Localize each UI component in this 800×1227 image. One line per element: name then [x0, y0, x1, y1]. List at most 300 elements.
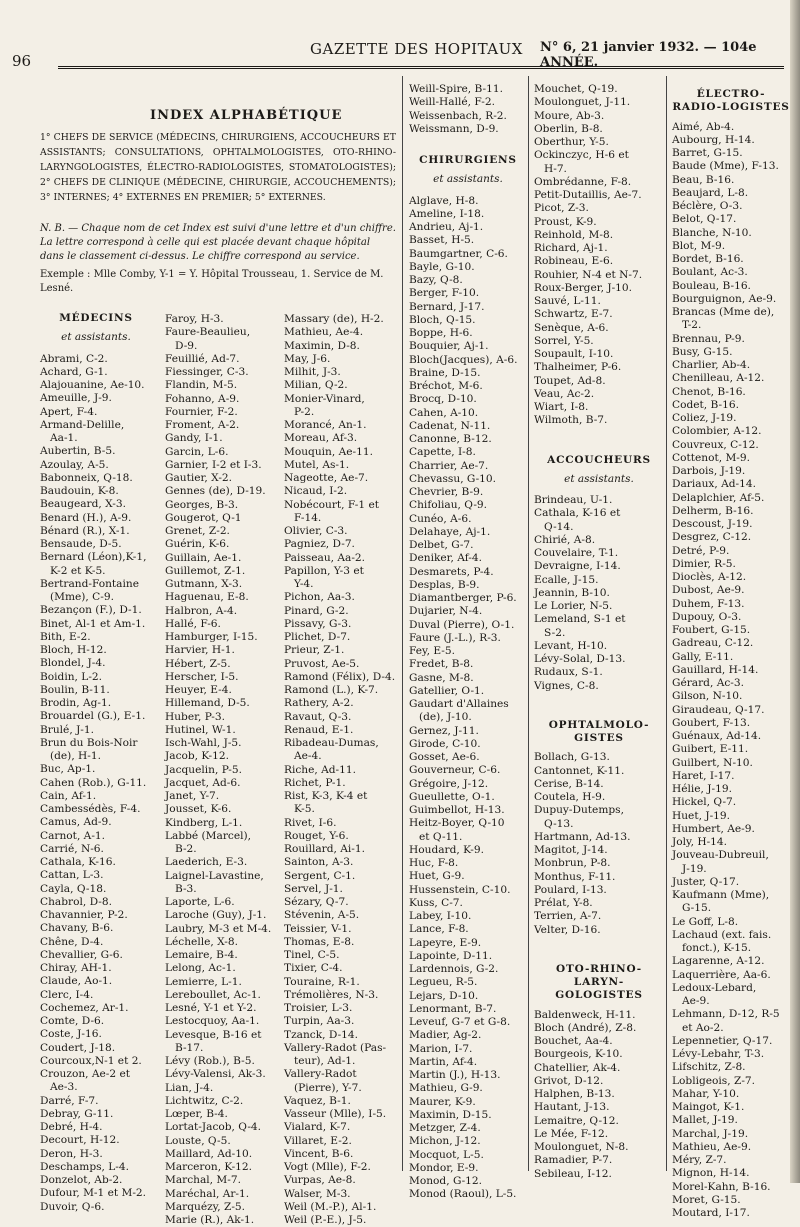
- index-entry: Deniker, Af-4.: [409, 552, 482, 565]
- index-entry: Aimé, Ab-4.: [672, 120, 735, 133]
- index-entry: Mutel, As-1.: [284, 458, 350, 471]
- index-entry: Maingot, K-1.: [672, 1101, 745, 1113]
- index-entry: Beaugeard, X-3.: [40, 498, 126, 511]
- index-entry: Vialard, K-7.: [284, 1121, 351, 1134]
- index-entry: fonct.), K-15.: [682, 942, 752, 954]
- index-entry: Y-4.: [294, 578, 314, 590]
- index-entry: Hébert, Z-5.: [165, 657, 231, 670]
- index-entry: Weill-Hallé, F-2.: [409, 96, 495, 109]
- index-entry: Lortat-Jacob, Q-4.: [165, 1121, 262, 1134]
- index-entry: Basset, H-5.: [409, 234, 475, 247]
- index-entry: Milhit, J-3.: [284, 366, 341, 378]
- index-entry: Lepennetier, Q-17.: [672, 1034, 773, 1047]
- index-entry: Chenot, B-16.: [672, 385, 746, 398]
- index-entry: Comte, D-6.: [40, 1015, 105, 1027]
- column-electro-radiologistes: [672, 88, 790, 1220]
- index-entry: Plichet, D-7.: [284, 631, 351, 643]
- index-entry: Hartmann, Ad-13.: [534, 830, 631, 843]
- index-entry: Desplas, B-9.: [409, 578, 480, 591]
- index-entry: May, J-6.: [284, 352, 331, 365]
- index-entry: Goubert, F-13.: [672, 716, 751, 729]
- index-entry: Ockinczyc, H-6 et: [534, 149, 629, 162]
- index-entry: Aubourg, H-14.: [672, 133, 755, 146]
- index-entry: Lapointe, D-11.: [409, 949, 493, 962]
- index-entry: Rist, K-3, K-4 et: [284, 790, 368, 802]
- index-entry: Dioclès, A-12.: [672, 571, 747, 583]
- index-entry: Heuyer, E-4.: [165, 684, 232, 696]
- page-number: 96: [12, 52, 32, 70]
- index-entry: Faroy, H-3.: [165, 313, 224, 325]
- index-entry: Haguenau, E-8.: [165, 591, 249, 604]
- index-entry: Carrié, N-6.: [40, 842, 104, 855]
- index-entry: Maillard, Ad-10.: [165, 1147, 253, 1160]
- index-entry: D-9.: [175, 339, 198, 352]
- index-entry: Dufour, M-1 et M-2.: [40, 1187, 147, 1200]
- index-entry: Guillain, Ae-1.: [165, 551, 242, 564]
- column-medecins-3: [284, 313, 399, 1227]
- index-entry: Harvier, H-1.: [165, 644, 235, 657]
- index-entry: (de), J-10.: [419, 711, 472, 724]
- entry-list: [409, 195, 527, 1202]
- index-entry: Metzger, Z-4.: [409, 1122, 481, 1134]
- index-entry: Fohanno, A-9.: [165, 392, 240, 405]
- index-entry: Sorrel, Y-5.: [534, 334, 594, 347]
- index-entry: Sergent, C-1.: [284, 869, 356, 882]
- index-entry: Blot, M-9.: [672, 239, 726, 252]
- index-entry: Gutmann, X-3.: [165, 578, 243, 590]
- index-entry: Renaud, E-1.: [284, 723, 354, 736]
- index-entry: Jousset, K-6.: [165, 803, 232, 816]
- index-entry: P-2.: [294, 405, 315, 418]
- index-entry: Debray, G-11.: [40, 1107, 114, 1120]
- index-entry: Michon, J-12.: [409, 1135, 481, 1148]
- column-chirurgiens: [409, 83, 527, 1202]
- index-entry: Bénard (R.), X-1.: [40, 524, 130, 537]
- index-entry: Juster, Q-17.: [672, 875, 740, 888]
- index-entry: Bréchot, M-6.: [409, 380, 483, 392]
- index-entry: Joly, H-14.: [672, 836, 727, 848]
- index-entry: Boulant, Ac-3.: [672, 266, 748, 279]
- index-entry: Bloch, H-12.: [40, 644, 107, 656]
- index-entry: Weil (P.-E.), J-5.: [284, 1214, 367, 1226]
- index-entry: Laroche (Guy), J-1.: [165, 909, 267, 922]
- index-entry: F-14.: [294, 511, 322, 524]
- index-entry: Canonne, B-12.: [409, 433, 492, 445]
- index-entry: Prieur, Z-1.: [284, 644, 345, 657]
- index-entry: Labey, I-10.: [409, 910, 472, 922]
- index-entry: Busy, G-15.: [672, 345, 733, 358]
- index-entry: (Mme), C-9.: [50, 591, 114, 603]
- index-entry: Garnier, I-2 et I-3.: [165, 458, 262, 471]
- index-entry: Senèque, A-6.: [534, 321, 609, 334]
- index-entry: Chiray, AH-1.: [40, 962, 112, 974]
- index-entry: Darré, F-7.: [40, 1094, 99, 1107]
- index-entry: Le Goff, L-8.: [672, 915, 739, 928]
- index-entry: Dujarier, N-4.: [409, 605, 483, 618]
- index-entry: Marquézy, Z-5.: [165, 1200, 246, 1213]
- index-entry: Courcoux,N-1 et 2.: [40, 1054, 142, 1067]
- index-entry: Morancé, An-1.: [284, 419, 367, 431]
- index-entry: Lévy-Solal, D-13.: [534, 653, 626, 665]
- index-entry: Babonneix, Q-18.: [40, 471, 133, 484]
- index-entry: Buc, Ap-1.: [40, 763, 96, 776]
- index-entry: Hautant, J-13.: [534, 1101, 610, 1114]
- index-entry: Richard, Aj-1.: [534, 242, 608, 254]
- index-entry: Kuss, C-7.: [409, 896, 463, 909]
- index-entry: Gosset, Ae-6.: [409, 751, 480, 763]
- index-entry: Gennes (de), D-19.: [165, 485, 266, 498]
- index-entry: Abrami, C-2.: [40, 352, 108, 365]
- index-entry: Ravaut, Q-3.: [284, 710, 352, 723]
- index-entry: Milian, Q-2.: [284, 379, 348, 392]
- index-entry: Faure (J.-L.), R-3.: [409, 631, 501, 644]
- index-entry: Magitot, J-14.: [534, 844, 608, 856]
- index-entry: Beau, B-16.: [672, 173, 735, 186]
- index-entry: teur), Ad-1.: [294, 1055, 356, 1067]
- index-entry: Froment, A-2.: [165, 419, 240, 431]
- index-entry: Duhem, F-13.: [672, 597, 745, 610]
- index-entry: Rouillard, Ai-1.: [284, 843, 365, 855]
- entry-list: [40, 353, 152, 1214]
- index-entry: Lichtwitz, C-2.: [165, 1094, 244, 1107]
- index-entry: Marchal, J-19.: [672, 1127, 749, 1140]
- index-entry: Petit-Dutaillis, Ae-7.: [534, 189, 642, 201]
- index-entry: Moret, G-15.: [672, 1193, 741, 1206]
- index-entry: Duval (Pierre), O-1.: [409, 618, 515, 631]
- index-entry: Proust, K-9.: [534, 215, 597, 228]
- index-entry: B-2.: [175, 843, 197, 855]
- entry-list: [534, 1009, 664, 1181]
- index-entry: Bezançon (F.), D-1.: [40, 604, 142, 617]
- index-entry: Mondor, E-9.: [409, 1161, 479, 1174]
- index-entry: Dupouy, O-3.: [672, 610, 742, 623]
- index-entry: Bollach, G-13.: [534, 751, 610, 764]
- index-entry: Deron, H-3.: [40, 1147, 103, 1160]
- index-entry: Guérin, K-6.: [165, 538, 230, 551]
- index-entry: Mahar, Y-10.: [672, 1087, 740, 1100]
- index-entry: Martin, Af-4.: [409, 1055, 478, 1068]
- index-entry: Delherm, B-16.: [672, 504, 754, 517]
- index-entry: Cochemez, Ar-1.: [40, 1001, 129, 1014]
- index-entry: Codet, B-16.: [672, 398, 739, 411]
- index-entry: Brancas (Mme de),: [672, 306, 775, 318]
- section-heading: OPHTALMOLO-GISTES: [548, 718, 650, 744]
- index-entry: Lejars, D-10.: [409, 989, 479, 1002]
- index-entry: Gautier, X-2.: [165, 472, 233, 484]
- index-entry: Vignes, C-8.: [534, 679, 599, 692]
- index-entry: Jeannin, B-10.: [534, 586, 610, 599]
- index-entry: Ae-9.: [682, 995, 710, 1007]
- index-entry: Halphen, B-13.: [534, 1088, 615, 1100]
- index-entry: Bouchet, Aa-4.: [534, 1035, 613, 1047]
- index-entry: Trémolières, N-3.: [284, 988, 379, 1001]
- index-entry: Pichon, Aa-3.: [284, 591, 355, 604]
- index-entry: Ledoux-Lebard,: [672, 981, 757, 994]
- index-entry: Flandin, M-5.: [165, 379, 238, 392]
- index-entry: Boppe, H-6.: [409, 327, 473, 339]
- index-entry: Ramond (L.), K-7.: [284, 684, 379, 696]
- index-entry: Lemaire, B-4.: [165, 949, 238, 961]
- index-entry: Vallery-Radot (Pas-: [284, 1041, 387, 1054]
- index-entry: Lance, F-8.: [409, 923, 469, 936]
- index-entry: Lapeyre, E-9.: [409, 936, 482, 949]
- index-entry: Moure, Ab-3.: [534, 109, 605, 122]
- entry-list: [672, 121, 790, 1221]
- index-entry: Guénaux, Ad-14.: [672, 730, 762, 742]
- index-entry: Bloch (André), Z-8.: [534, 1021, 637, 1034]
- index-entry: Azoulay, A-5.: [40, 458, 109, 471]
- index-entry: Guibert, E-11.: [672, 743, 749, 756]
- index-entry: Teissier, V-1.: [284, 922, 352, 935]
- entry-list: [534, 751, 664, 937]
- index-entry: Guillemot, Z-1.: [165, 564, 246, 577]
- index-entry: Blondel, J-4.: [40, 657, 106, 670]
- index-entry: Vaquez, B-1.: [284, 1094, 351, 1107]
- index-entry: Fredet, B-8.: [409, 658, 474, 671]
- index-note: N. B. — Chaque nom de cet Index est suivi d'une lettre et d'un chiffre. La lettre correspond à celle qui est placée devant chaque hôpital dans le classement ci-dessus. Le chiffre correspond au service.: [40, 223, 396, 262]
- index-entry: Vasseur (Mlle), I-5.: [284, 1108, 387, 1120]
- index-entry: Vallery-Radot: [284, 1068, 357, 1081]
- index-entry: Desmarets, P-4.: [409, 565, 494, 578]
- index-entry: Laquerrière, Aa-6.: [672, 968, 771, 981]
- index-entry: (Pierre), Y-7.: [294, 1081, 362, 1094]
- index-entry: Veau, Ac-2.: [534, 387, 595, 400]
- index-entry: Blanche, N-10.: [672, 226, 752, 239]
- index-entry: Lardennois, G-2.: [409, 963, 499, 975]
- index-entry: Gaudart d'Allaines: [409, 698, 509, 710]
- index-entry: Devraigne, I-14.: [534, 560, 621, 573]
- index-entry: Mignon, H-14.: [672, 1167, 750, 1180]
- index-entry: Monod, G-12.: [409, 1175, 483, 1187]
- index-entry: K-5.: [294, 803, 315, 816]
- index-entry: Nobécourt, F-1 et: [284, 498, 379, 511]
- index-entry: S-2.: [544, 626, 566, 639]
- index-entry: Decourt, H-12.: [40, 1134, 120, 1147]
- index-entry: H-7.: [544, 162, 567, 175]
- index-entry: Brindeau, U-1.: [534, 494, 613, 506]
- index-entry: Vurpas, Ae-8.: [284, 1174, 356, 1187]
- index-entry: J-19.: [682, 862, 707, 875]
- index-entry: Grivot, D-12.: [534, 1074, 604, 1087]
- page-edge: [790, 0, 800, 1183]
- index-entry: Bloch(Jacques), A-6.: [409, 353, 518, 366]
- index-entry: Binet, Al-1 et Am-1.: [40, 617, 146, 630]
- index-entry: Haret, I-17.: [672, 769, 735, 782]
- index-entry: Olivier, C-3.: [284, 525, 348, 537]
- index-entry: Crouzon, Ae-2 et: [40, 1068, 131, 1080]
- index-entry: Robineau, E-6.: [534, 255, 614, 268]
- index-entry: Isch-Wahl, J-5.: [165, 737, 242, 749]
- index-entry: Tixier, C-4.: [284, 962, 343, 975]
- index-entry: Monbrun, P-8.: [534, 857, 611, 870]
- index-entry: Lœper, B-4.: [165, 1108, 228, 1120]
- index-entry: Laporte, L-6.: [165, 896, 235, 908]
- index-entry: Benard (H.), A-9.: [40, 511, 132, 524]
- index-entry: Bernard (Léon),K-1,: [40, 551, 147, 564]
- index-entry: Weil (M.-P.), Al-1.: [284, 1200, 377, 1213]
- index-entry: Lesné, Y-1 et Y-2.: [165, 1002, 257, 1014]
- index-entry: Maximin, D-8.: [284, 339, 360, 352]
- index-entry: Bensaude, D-5.: [40, 538, 122, 550]
- index-entry: Alglave, H-8.: [409, 194, 479, 207]
- index-entry: Hussenstein, C-10.: [409, 883, 511, 896]
- index-entry: Paisseau, Aa-2.: [284, 551, 366, 564]
- index-entry: Mallet, J-19.: [672, 1114, 738, 1127]
- index-entry: et Ao-2.: [682, 1021, 724, 1034]
- index-entry: Coliez, J-19.: [672, 412, 737, 424]
- index-entry: Q-14.: [544, 520, 574, 533]
- index-entry: Lifschitz, Z-8.: [672, 1061, 746, 1074]
- index-entry: Carnot, A-1.: [40, 829, 106, 842]
- index-entry: Darbois, J-19.: [672, 465, 746, 477]
- index-entry: Lévy-Lebahr, T-3.: [672, 1048, 765, 1060]
- column-accoucheurs: [534, 83, 664, 1181]
- index-entry: Kindberg, L-1.: [165, 816, 243, 829]
- index-entry: Laignel-Lavastine,: [165, 869, 264, 882]
- index-entry: Soupault, I-10.: [534, 348, 614, 360]
- index-entry: T-2.: [682, 319, 702, 332]
- index-entry: Q-13.: [544, 817, 574, 830]
- index-entry: Brulé, J-1.: [40, 723, 94, 736]
- index-entry: Chavannier, P-2.: [40, 909, 128, 921]
- index-entry: Leveuf, G-7 et G-8.: [409, 1016, 511, 1028]
- index-entry: Maximin, D-15.: [409, 1108, 492, 1121]
- issue-info: N° 6, 21 janvier 1932. — 104e ANNÉE.: [540, 40, 757, 70]
- index-entry: et Q-11.: [419, 830, 463, 843]
- index-entry: Marion, I-7.: [409, 1042, 473, 1055]
- index-entry: Georges, B-3.: [165, 498, 239, 511]
- section-heading: CHIRURGIENS: [419, 154, 517, 166]
- index-entry: Deschamps, L-4.: [40, 1160, 129, 1173]
- index-entry: Mouchet, Q-19.: [534, 83, 618, 95]
- index-entry: Chatellier, Ak-4.: [534, 1061, 621, 1074]
- section-heading: ACCOUCHEURS: [547, 453, 651, 466]
- running-title: GAZETTE DES HOPITAUX: [310, 40, 523, 58]
- index-entry: Walser, M-3.: [284, 1187, 351, 1200]
- index-entry: Cottenot, M-9.: [672, 451, 750, 464]
- index-entry: Hamburger, I-15.: [165, 631, 258, 643]
- index-entry: Alajouanine, Ae-10.: [40, 379, 145, 391]
- index-entry: Braine, D-15.: [409, 366, 481, 379]
- index-entry: Nicaud, I-2.: [284, 485, 348, 498]
- index-entry: Ribadeau-Dumas,: [284, 737, 379, 749]
- index-entry: Chirié, A-8.: [534, 533, 596, 546]
- index-entry: Aubertin, B-5.: [40, 445, 116, 458]
- index-entry: Fournier, F-2.: [165, 405, 238, 418]
- index-entry: Lian, J-4.: [165, 1081, 214, 1094]
- index-entry: Houdard, K-9.: [409, 843, 484, 856]
- index-entry: Weissenbach, R-2.: [409, 109, 507, 122]
- index-entry: Heitz-Boyer, Q-10: [409, 817, 505, 830]
- index-entry: Chavany, B-6.: [40, 922, 114, 935]
- index-entry: Thalheimer, P-6.: [534, 361, 622, 374]
- section-heading: OTO-RHINO-LARYN-GOLOGISTES: [555, 962, 643, 1002]
- index-entry: Pruvost, Ae-5.: [284, 657, 360, 670]
- index-entry: Béclère, O-3.: [672, 200, 743, 212]
- index-entry: Lagarenne, A-12.: [672, 955, 765, 968]
- index-entry: Grégoire, J-12.: [409, 777, 489, 790]
- index-entry: Achard, G-1.: [40, 365, 108, 378]
- index-entry: Jacob, K-12.: [165, 750, 229, 763]
- section-subheading: et assistants.: [433, 173, 503, 186]
- section-subheading: et assistants.: [61, 331, 131, 344]
- index-entry: Lemeland, S-1 et: [534, 613, 626, 626]
- index-entry: Toupet, Ad-8.: [534, 374, 606, 387]
- index-entry: Beaujard, L-8.: [672, 186, 749, 199]
- index-entry: Coste, J-16.: [40, 1028, 102, 1041]
- index-entry: Morel-Kahn, B-16.: [672, 1180, 771, 1193]
- index-entry: Ramadier, P-7.: [534, 1154, 613, 1167]
- index-entry: Picot, Z-3.: [534, 202, 589, 215]
- index-entry: Coutela, H-9.: [534, 791, 606, 803]
- index-entry: Gilson, N-10.: [672, 690, 743, 703]
- index-entry: Jacquelin, P-5.: [165, 763, 242, 776]
- index-entry: Monthus, F-11.: [534, 870, 616, 883]
- index-entry: Mocquot, L-5.: [409, 1148, 484, 1161]
- index-entry: Gueullette, O-1.: [409, 790, 495, 803]
- index-entry: Reinhold, M-8.: [534, 228, 614, 241]
- index-entry: Coudert, J-18.: [40, 1041, 116, 1054]
- index-entry: Janet, Y-7.: [165, 790, 220, 802]
- index-entry: Ameuille, J-9.: [40, 392, 112, 405]
- column-medecins: [40, 312, 152, 1214]
- index-entry: Hutinel, W-1.: [165, 723, 236, 736]
- entry-list: [534, 83, 664, 428]
- index-entry: Hillemand, D-5.: [165, 697, 250, 710]
- index-entry: Barret, G-15.: [672, 147, 743, 159]
- index-entry: Lehmann, D-12, R-5: [672, 1008, 780, 1021]
- index-entry: Maurer, K-9.: [409, 1095, 476, 1108]
- index-entry: Jouveau-Dubreuil,: [672, 849, 769, 862]
- index-entry: Armand-Delille,: [40, 418, 125, 431]
- index-entry: Delahaye, Aj-1.: [409, 525, 491, 538]
- index-example: Exemple : Mlle Comby, Y-1 = Y. Hôpital Trousseau, 1. Service de M. Lesné.: [40, 269, 384, 294]
- index-entry: Monod (Raoul), L-5.: [409, 1188, 517, 1201]
- index-entry: Rivet, I-6.: [284, 816, 337, 829]
- index-entry: Mathieu, G-9.: [409, 1082, 483, 1095]
- index-entry: Gally, E-11.: [672, 650, 734, 663]
- index-entry: Tzanck, D-14.: [284, 1028, 358, 1041]
- index-entry: Faure-Beaulieu,: [165, 326, 251, 339]
- index-entry: Sauvé, L-11.: [534, 295, 601, 307]
- index-entry: Dupuy-Dutemps,: [534, 804, 624, 817]
- index-entry: Cain, Af-1.: [40, 789, 97, 802]
- index-entry: Lobligeois, Z-7.: [672, 1074, 756, 1087]
- index-entry: Tinel, C-5.: [284, 949, 340, 961]
- section-subheading: et assistants.: [564, 472, 634, 485]
- index-entry: Garcin, L-6.: [165, 445, 229, 458]
- index-entry: Cadenat, N-11.: [409, 419, 491, 432]
- index-entry: Poulard, I-13.: [534, 883, 607, 896]
- index-entry: (de), H-1.: [50, 750, 101, 762]
- index-entry: Diamantberger, P-6.: [409, 592, 517, 604]
- index-entry: Desgrez, C-12.: [672, 531, 752, 544]
- index-entry: Mouquin, Ae-11.: [284, 445, 373, 458]
- index-entry: Hélie, J-19.: [672, 783, 732, 795]
- index-entry: Lereboullet, Ac-1.: [165, 988, 261, 1001]
- index-entry: Bouleau, B-16.: [672, 279, 751, 292]
- index-entry: Rudaux, S-1.: [534, 666, 603, 679]
- index-entry: Baude (Mme), F-13.: [672, 160, 779, 173]
- index-entry: Chevallier, G-6.: [40, 948, 123, 961]
- index-entry: Martin (J.), H-13.: [409, 1069, 501, 1081]
- index-entry: Prélat, Y-8.: [534, 897, 593, 909]
- index-entry: Detré, P-9.: [672, 544, 730, 557]
- index-entry: Charrier, Ae-7.: [409, 459, 489, 472]
- index-entry: Gasne, M-8.: [409, 671, 474, 684]
- index-entry: Moulonguet, J-11.: [534, 96, 631, 109]
- index-entry: Bourguignon, Ae-9.: [672, 292, 777, 305]
